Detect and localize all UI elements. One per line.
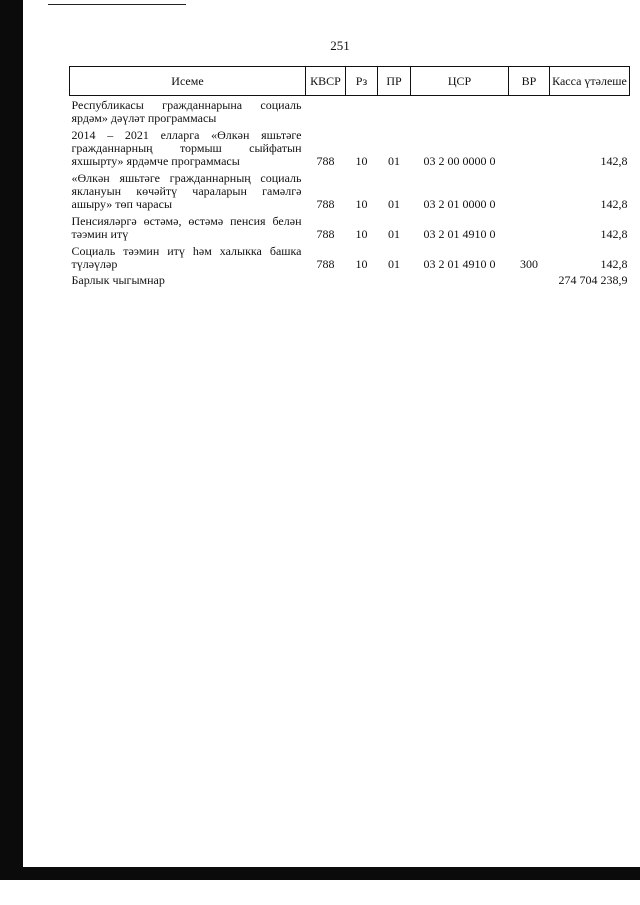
row-kvsr: 788 bbox=[316, 197, 335, 211]
header-rz: Рз bbox=[346, 67, 378, 96]
header-kvsr: КВСР bbox=[306, 67, 346, 96]
row-pr: 01 bbox=[388, 197, 400, 211]
budget-table bbox=[69, 66, 630, 290]
row-pr bbox=[378, 96, 411, 129]
table-header-row bbox=[70, 67, 630, 96]
header-name: Исеме bbox=[70, 67, 306, 96]
row-csr: 03 2 01 4910 0 bbox=[423, 227, 496, 241]
header-kassa-label: Касса үтәлеше bbox=[552, 73, 627, 88]
total-label: Барлык чыгымнар bbox=[71, 273, 165, 287]
row-csr: 03 2 00 0000 0 bbox=[423, 154, 496, 168]
total-kassa: 274 704 238,9 bbox=[558, 273, 628, 287]
row-vr: 300 bbox=[520, 257, 538, 271]
row-kvsr: 788 bbox=[316, 154, 335, 168]
row-kassa bbox=[550, 96, 630, 129]
row-kvsr bbox=[306, 96, 346, 129]
row-rz bbox=[346, 96, 378, 129]
row-vr bbox=[509, 171, 550, 214]
top-rule bbox=[48, 4, 186, 5]
row-name: Социаль тәэмин итү һәм халыкка башка түләүләр bbox=[71, 244, 302, 271]
row-csr: 03 2 01 0000 0 bbox=[423, 197, 496, 211]
row-pr: 01 bbox=[388, 257, 400, 271]
row-csr bbox=[411, 96, 509, 129]
row-name: Республикасы гражданнарына социаль ярдәм» дәүләт программасы bbox=[71, 98, 302, 125]
table-row bbox=[70, 96, 630, 129]
table-row bbox=[70, 244, 630, 274]
row-csr: 03 2 01 4910 0 bbox=[423, 257, 496, 271]
row-kassa: 142,8 bbox=[600, 257, 628, 271]
page-number: 251 bbox=[330, 38, 350, 53]
row-kvsr: 788 bbox=[316, 227, 335, 241]
row-vr bbox=[509, 214, 550, 244]
table-row bbox=[70, 214, 630, 244]
row-name: «Өлкән яшьтәге гражданнарның социаль яклануын көчәйтү чараларын гамәлгә ашыру» төп чарасы bbox=[71, 171, 302, 211]
row-rz: 10 bbox=[355, 257, 368, 271]
row-vr bbox=[509, 128, 550, 171]
row-name: 2014 – 2021 елларга «Өлкән яшьтәге гражданнарның тормыш сыйфатын яхшырту» ярдәмче программасы bbox=[71, 128, 302, 168]
header-csr: ЦСР bbox=[411, 67, 509, 96]
row-kassa: 142,8 bbox=[600, 197, 628, 211]
row-pr: 01 bbox=[388, 227, 400, 241]
row-kvsr: 788 bbox=[316, 257, 335, 271]
row-kassa: 142,8 bbox=[600, 154, 628, 168]
header-pr: ПР bbox=[378, 67, 411, 96]
header-kassa bbox=[550, 67, 630, 96]
scan-border-bottom bbox=[0, 867, 640, 880]
header-vr: ВР bbox=[509, 67, 550, 96]
row-rz: 10 bbox=[355, 197, 368, 211]
table-row bbox=[70, 128, 630, 171]
row-pr: 01 bbox=[388, 154, 400, 168]
row-rz: 10 bbox=[355, 154, 368, 168]
row-rz: 10 bbox=[355, 227, 368, 241]
row-vr bbox=[509, 96, 550, 129]
total-row bbox=[70, 274, 630, 290]
row-kassa: 142,8 bbox=[600, 227, 628, 241]
row-name: Пенсияләргә өстәмә, өстәмә пенсия белән тәэмин итү bbox=[71, 214, 302, 241]
scan-border-left bbox=[0, 0, 23, 880]
table-row bbox=[70, 171, 630, 214]
